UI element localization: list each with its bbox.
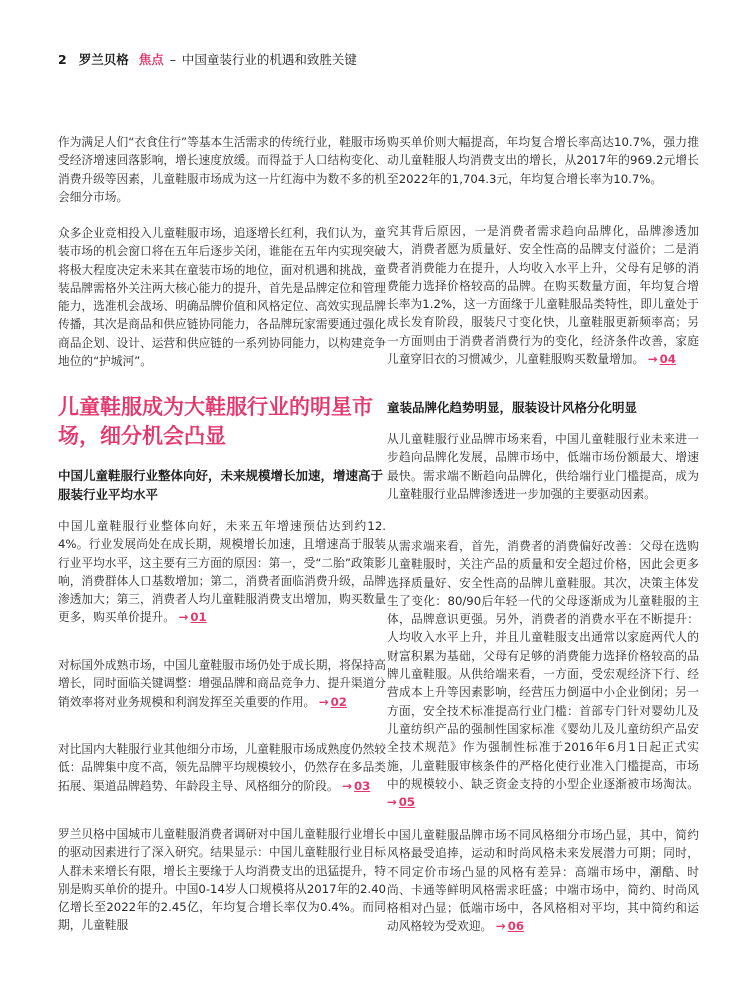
paragraph: 购买单价则大幅提高，年均复合增长率高达10.7%，强力推动儿童鞋服人均消费支出的增长，从2017年的969.2元增长至2022年的1,704.3元，年均复合增长率为10.7%。: [387, 135, 699, 186]
paragraph: 中国儿童鞋服行业整体向好，未来五年增速预估达到约12.4%。行业发展尚处在成长期，规模增长加速，且增速高于服装行业平均水平，这主要有三方面的原因：第一，受“二胎”政策影响，消费群体人口基数增加；第二，消费者面临消费升级，品牌渗透加大；第三，消费者人均儿童鞋服消费支出增加，购买数量更多，购买单价提升。 → 01: [58, 517, 386, 627]
arrow-right-icon: →: [318, 694, 329, 709]
paragraph: 对比国内大鞋服行业其他细分市场，儿童鞋服市场成熟度仍然较低：品牌集中度不高，领先品牌平均规模较小，仍然存在多品类拓展、渠道品牌趋势、年龄段主导、风格细分的阶段。 → 03: [58, 740, 386, 795]
subsection-heading: 童装品牌化趋势明显，服装设计风格分化明显: [387, 400, 638, 415]
paragraph: 众多企业竞相投入儿童鞋服市场，追逐增长红利，我们认为，童装市场的机会窗口将在五年后逐步关闭，谁能在五年内实现突破将极大程度决定未来其在童装市场的地位，面对机遇和挑战，童装品牌需格外关注两大核心能力的提升，首先是品牌定位和管理能力，选准机会战场、明确品牌价值和风格定位、高效实现品牌传播，其次是商品和供应链协同能力，各品牌玩家需要通过强化商品企划、设计、运营和供应链的一系列协同能力，以构建竞争地位的“护城河”。: [58, 226, 386, 369]
figure-reference-link[interactable]: → 01: [179, 610, 207, 624]
figure-reference-link[interactable]: → 06: [496, 919, 524, 933]
arrow-right-icon: →: [647, 352, 658, 367]
figure-reference-link[interactable]: → 02: [319, 695, 347, 709]
arrow-right-icon: →: [387, 795, 397, 810]
header-separator: –: [169, 52, 176, 67]
figure-reference-link[interactable]: → 04: [648, 352, 676, 366]
section-heading: 儿童鞋服成为大鞋服行业的明星市场，细分机会凸显: [58, 395, 373, 448]
section-label: 焦点: [138, 52, 164, 67]
page-header: [58, 50, 357, 68]
figure-reference-link[interactable]: → 03: [342, 779, 370, 793]
header-title: 中国童装行业的机遇和致胜关键: [181, 52, 357, 67]
paragraph: 从儿童鞋服行业品牌市场来看，中国儿童鞋服行业未来进一步趋向品牌化发展，品牌市场中，低端市场份额最大、增速最快。需求端不断趋向品牌化，供给端行业门槛提高，成为儿童鞋服行业品牌渗透进一步加强的主要驱动因素。: [387, 432, 699, 501]
subsection-heading: 中国儿童鞋服行业整体向好，未来规模增长加速，增速高于服装行业平均水平: [58, 468, 384, 502]
arrow-right-icon: →: [495, 919, 506, 934]
paragraph: 究其背后原因，一是消费者需求趋向品牌化，品牌渗透加大，消费者愿为质量好、安全性高的品牌支付溢价；二是消费者消费能力在提升，人均收入水平上升，父母有足够的消费能力选择价格较高的品牌。在购买数量方面，年均复合增长率为1.2%，这一方面缘于儿童鞋服品类特性，即儿童处于成长发育阶段，服装尺寸变化快，儿童鞋服更新频率高；另一方面则由于消费者消费行为的变化，经济条件改善，家庭儿童穿旧衣的习惯减少，儿童鞋服购买数量增加。 → 04: [387, 222, 699, 368]
paragraph: 中国儿童鞋服品牌市场不同风格细分市场凸显，其中，简约风格最受追捧，运动和时尚风格未来发展潜力可期；同时，不同定价市场凸显的风格有差异：高端市场中，潮酷、时尚、卡通等鲜明风格需求旺盛；中端市场中，简约、时尚风格相对凸显；低端市场中，各风格相对平均，其中简约和运动风格较为受欢迎。 → 06: [387, 826, 699, 936]
arrow-right-icon: →: [178, 610, 189, 625]
arrow-right-icon: →: [342, 778, 353, 793]
brand-name: 罗兰贝格: [78, 52, 129, 67]
page-number: 2: [58, 52, 67, 67]
figure-reference-link[interactable]: → 05: [387, 795, 415, 809]
paragraph: 对标国外成熟市场，中国儿童鞋服市场仍处于成长期，将保持高增长，同时面临关键调整：增强品牌和商品竞争力、提升渠道分销效率将对业务规模和利润发挥至关重要的作用。 → 02: [58, 656, 386, 711]
paragraph: 罗兰贝格中国城市儿童鞋服消费者调研对中国儿童鞋服行业增长的驱动因素进行了深入研究。结果显示：中国儿童鞋服行业目标人群未来增长有限，增长主要缘于人均消费支出的迅猛提升，特别是购买单价的提升。中国0-14岁人口规模将从2017年的2.40亿增长至2022年的2.45亿，年均复合增长率仅为0.4%。而同期，儿童鞋服: [58, 827, 386, 933]
paragraph: 作为满足人们“衣食住行”等基本生活需求的传统行业，鞋服市场受经济增速回落影响，增长速度放缓。而得益于人口结构变化、消费升级等因素，儿童鞋服市场成为这一片红海中为数不多的机会细分市场。: [58, 135, 386, 204]
paragraph: 从需求端来看，首先，消费者的消费偏好改善：父母在选购儿童鞋服时，关注产品的质量和安全超过价格，因此会更多选择质量好、安全性高的品牌儿童鞋服。其次，决策主体发生了变化：80/90后年轻一代的父母逐渐成为儿童鞋服的主体，品牌意识更强。另外，消费者的消费水平在不断提升：人均收入水平上升，并且儿童鞋服支出通常以家庭两代人的财富积累为基础，父母有足够的消费能力选择价格较高的品牌儿童鞋服。从供给端来看，一方面，受宏观经济下行、经营成本上升等因素影响，经营压力倒逼中小企业倒闭；另一方面，安全技术标准提高行业门槛：首部专门针对婴幼儿及儿童纺织产品的强制性国家标准《婴幼儿及儿童纺织产品安全技术规范》作为强制性标准于2016年6月1日起正式实施，儿童鞋服审核条件的严格化使行业准入门槛提高，市场中的规模较小、缺乏资金支持的小型企业逐渐被市场淘汰。 → 05: [387, 537, 699, 811]
